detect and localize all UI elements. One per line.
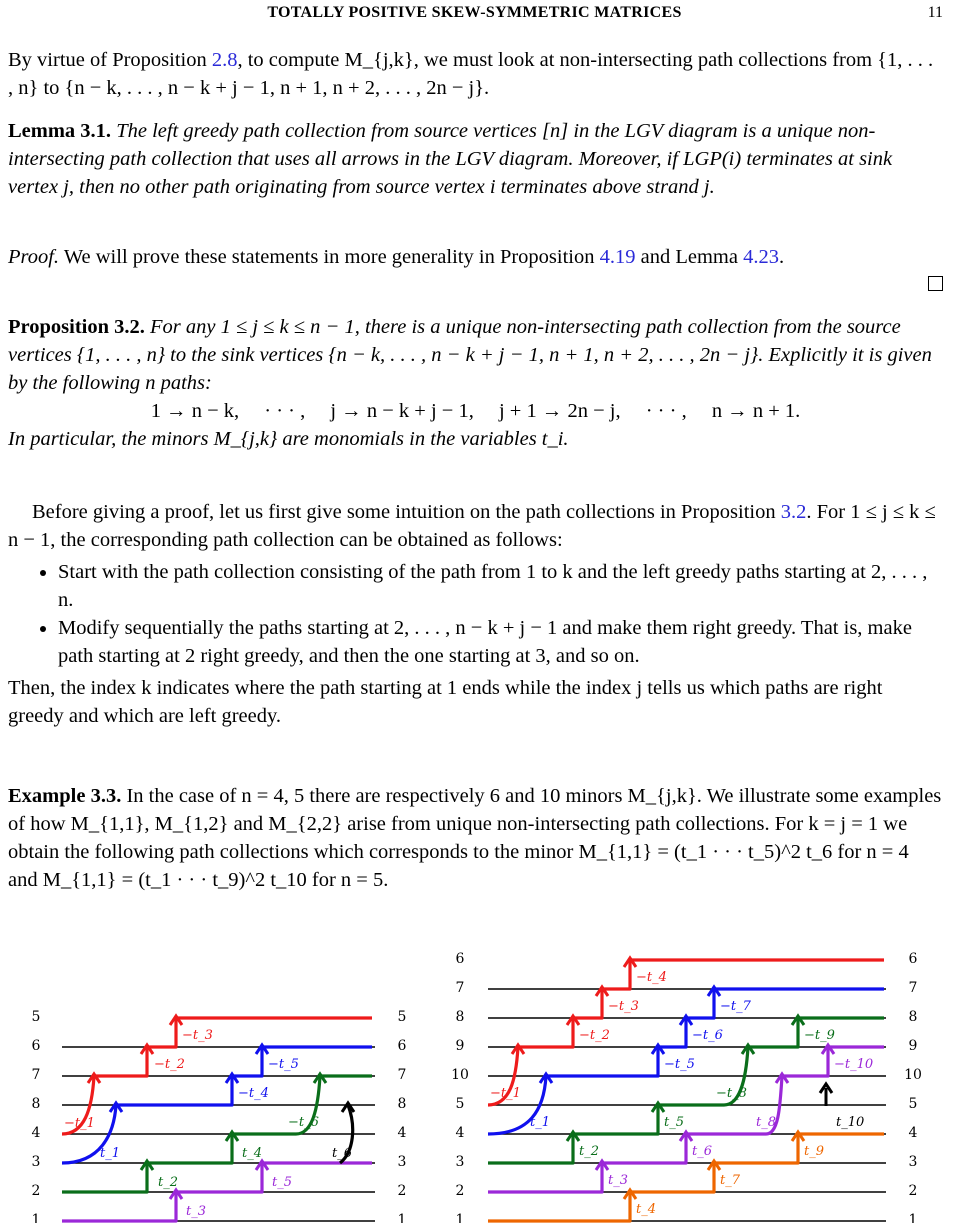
edge-label: t_7 [720, 1173, 740, 1188]
strand-label-right: 3 [397, 1154, 407, 1170]
strand-label-left: 6 [31, 1038, 41, 1054]
edge-label: t_1 [530, 1115, 550, 1130]
edge-label: t_1 [100, 1146, 120, 1161]
strand-label-right: 4 [397, 1125, 407, 1141]
proof-text-post: . [778, 246, 785, 268]
strand-label-left: 3 [31, 1154, 41, 1170]
edge-label: t_4 [242, 1146, 262, 1161]
edge-label: t_4 [636, 1202, 656, 1217]
strand-label-left: 8 [455, 1009, 465, 1025]
strand-label-left: 7 [455, 980, 465, 996]
strand-label-right: 6 [908, 951, 918, 967]
list-item: • Modify sequentially the paths starting at 2, . . . , n − k + j − 1 and make them right greedy. That is, make path starting at 2 right greedy, and then the one starting at 3, and so on. [58, 614, 943, 670]
prop-3-2-link[interactable]: 3.2 [780, 501, 807, 523]
path-item: · · · , [264, 400, 306, 422]
strand-label-left: 10 [451, 1067, 469, 1083]
strand-label-left: 5 [455, 1096, 465, 1112]
lemma-text: The left greedy path collection from source vertices [n] in the LGV diagram is a unique non-intersecting path collection that uses all arrows in the LGV diagram. Moreover, if LGP(i) terminates at sink vertex j, then no other path originating from source vertex i terminates above strand j. [8, 120, 893, 198]
proposition-label: Proposition 3.2. [8, 316, 145, 338]
strand-label-left: 8 [31, 1096, 41, 1112]
edge-label: −t_3 [608, 999, 639, 1014]
intuition-text-pre: Before giving a proof, let us first give some intuition on the path collections in Proposition [32, 501, 781, 523]
list-item: • Start with the path collection consisting of the path from 1 to k and the left greedy paths starting at 2, . . . , n. [58, 558, 943, 614]
strand-label-right: 5 [397, 1009, 407, 1025]
lgv-diagram-n4 [0, 930, 440, 1223]
running-title: TOTALLY POSITIVE SKEW-SYMMETRIC MATRICES [267, 4, 682, 21]
edge-label: −t_2 [154, 1057, 185, 1072]
strand-label-right: 8 [908, 1009, 918, 1025]
lgv-diagram-n5 [440, 930, 950, 1223]
path-item: n → n + 1. [711, 400, 801, 422]
strand-label-right: 6 [397, 1038, 407, 1054]
edge-label: t_3 [608, 1173, 628, 1188]
intro-text-pre: By virtue of Proposition [8, 49, 212, 71]
path-item: j → n − k + j − 1, [330, 400, 474, 422]
strand-label-left: 5 [31, 1009, 41, 1025]
strand-label-left: 2 [455, 1183, 465, 1199]
page-number: 11 [927, 4, 943, 21]
path-display [8, 397, 943, 425]
edge-label: t_3 [186, 1204, 206, 1219]
intuition-text-post: . For 1 ≤ j ≤ k ≤ n − 1, the corresponding path collection can be obtained as follows: [8, 501, 936, 551]
lemma-3-1 [8, 117, 943, 201]
strand-label-left: 7 [31, 1067, 41, 1083]
proof-text-pre: We will prove these statements in more generality in Proposition [59, 246, 600, 268]
strand-label-left: 4 [31, 1125, 41, 1141]
strand-label-left: 9 [455, 1038, 465, 1054]
path-item: j + 1 → 2n − j, [498, 400, 621, 422]
proof-label: Proof. [8, 246, 60, 268]
edge-label: t_2 [579, 1144, 599, 1159]
strand-label-left: 4 [455, 1125, 465, 1141]
edge-label: t_8 [756, 1115, 776, 1130]
edge-label: t_6 [692, 1144, 712, 1159]
construction-list [8, 558, 943, 670]
strand-label-left: 2 [31, 1183, 41, 1199]
edge-label: t_5 [664, 1115, 684, 1130]
strand-label-right: 10 [904, 1067, 922, 1083]
example-label: Example 3.3. [8, 785, 122, 807]
edge-label: −t_6 [288, 1115, 319, 1130]
proposition-text: For any 1 ≤ j ≤ k ≤ n − 1, there is a unique non-intersecting path collection from the source vertices {1, . . . , n} to the sink vertices {n − k, . . . , n − k + j − 1, n + 1, n + 2, . . . , 2n − j}. Explicitly it is given by the following n paths: [8, 316, 932, 394]
edge-label: −t_4 [636, 970, 667, 985]
proposition-after: In particular, the minors M_{j,k} are monomials in the variables t_i. [8, 428, 569, 450]
strand-label-right: 9 [908, 1038, 918, 1054]
edge-label: −t_6 [692, 1028, 723, 1043]
strand-label-left: 3 [455, 1154, 465, 1170]
edge-label: −t_5 [268, 1057, 299, 1072]
edge-label: t_5 [272, 1175, 292, 1190]
edge-label: t_2 [158, 1175, 178, 1190]
edge-label: t_6 [332, 1146, 352, 1161]
proof-text-mid: and Lemma [635, 246, 744, 268]
page-header [6, 4, 943, 28]
edge-label: −t_3 [182, 1028, 213, 1043]
intuition-closing: Then, the index k indicates where the path starting at 1 ends while the index j tells us which paths are right greedy and which are left greedy. [8, 677, 883, 727]
lemma-label: Lemma 3.1. [8, 120, 112, 142]
intro-paragraph [8, 46, 943, 102]
strand-label-right: 5 [908, 1096, 918, 1112]
strand-label-right: 7 [908, 980, 918, 996]
path-item: 1 → n − k, [150, 400, 240, 422]
edge-label: −t_5 [664, 1057, 695, 1072]
prop-2-8-link[interactable]: 2.8 [211, 49, 238, 71]
edge-label: −t_10 [834, 1057, 874, 1072]
edge-label: −t_9 [804, 1028, 835, 1043]
strand-label-right: 3 [908, 1154, 918, 1170]
intro-text-post: , to compute M_{j,k}, we must look at non-intersecting path collections from {1, . . . , n} to {n − k, . . . , n − k + j − 1, n + 1, n + 2, . . . , 2n − j}. [8, 49, 934, 99]
path-item: · · · , [645, 400, 687, 422]
strand-label-left: 1 [31, 1212, 41, 1223]
strand-label-right: 1 [908, 1212, 918, 1223]
strand-label-right: 4 [908, 1125, 918, 1141]
strand-label-right: 7 [397, 1067, 407, 1083]
lemma-4-23-link[interactable]: 4.23 [743, 246, 779, 268]
example-text: In the case of n = 4, 5 there are respectively 6 and 10 minors M_{j,k}. We illustrate some examples of how M_{1,1}, M_{1,2} and M_{2,2} arise from unique non-intersecting path collections. For k = j = 1 we obtain the following path collections which corresponds to the minor M_{1,1} = (t_1 · · · t_5)^2 t_6 for n = 4 and M_{1,1} = (t_1 · · · t_9)^2 t_10 for n = 5. [8, 785, 942, 891]
proposition-3-2 [8, 313, 943, 453]
example-3-3 [8, 782, 943, 894]
edge-label: −t_4 [238, 1086, 269, 1101]
intuition-paragraph [8, 498, 943, 730]
edge-label: −t_1 [490, 1086, 521, 1101]
strand-label-right: 1 [397, 1212, 407, 1223]
strand-label-left: 6 [455, 951, 465, 967]
prop-4-19-link[interactable]: 4.19 [599, 246, 636, 268]
edge-label: −t_1 [64, 1116, 95, 1131]
proof-block [8, 243, 943, 299]
strand-label-left: 1 [455, 1212, 465, 1223]
strand-label-right: 2 [397, 1183, 407, 1199]
edge-label: −t_2 [579, 1028, 610, 1043]
qed-box [928, 276, 943, 291]
edge-label: −t_7 [720, 999, 751, 1014]
strand-label-right: 8 [397, 1096, 407, 1112]
edge-label: t_10 [836, 1115, 865, 1130]
edge-label: t_9 [804, 1144, 824, 1159]
edge-label: −t_8 [716, 1086, 747, 1101]
strand-label-right: 2 [908, 1183, 918, 1199]
